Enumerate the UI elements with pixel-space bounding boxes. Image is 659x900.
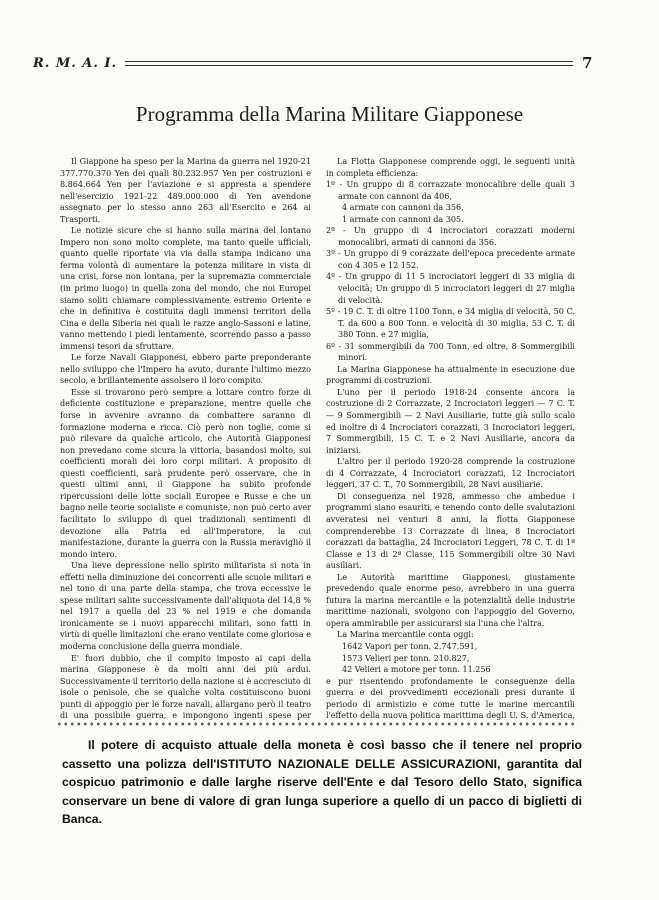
unit-item: 3º - Un gruppo di 9 corazzate dell'epoca precedente armate con 4 305 e 12 152. — [326, 249, 575, 270]
paragraph: Di conseguenza nel 1928, ammesso che ambedue i programmi siano esauriti, e tenendo conto delle svalutazioni avveratesi nei venturi 8 anni, la flotta Giapponese comprenderebbe 13 Corrazzate di linea, 8 Incrociatori corazzati da battaglia, 24 Incrociatori Leggeri, 78 C. T. di 1ª Classe e 13 di 2ª Classe, 115 Sommergibili oltre 30 Navi ausiliari. — [326, 491, 575, 571]
merchant-line: 42 Velieri a motore per tonn. 11.256 — [342, 665, 491, 675]
paragraph: Una lieve depressione nello spirito militarista si nota in effetti nella diminuzione dei concorrenti alle scuole militari e nel tono di una parte della stampa, che trova eccessive le spese militari salite successivamente dall'aliquota del 14,8 % nel 1917 a quella del 23 % nel 1919 e che domanda ironicamente se i nuovi apparecchi militari, sono fatti in virtù di quelle limitazioni che erano ventilate come gloriosa e moderna conclusione della guerra mondiale. — [60, 561, 311, 651]
paragraph: Le Autorità marittime Giapponesi, giustamente prevedendo quale enorme peso, avrebbero in una guerra futura la marina mercantile e la potenzialità delle industrie marittime nazionali, svolgono con l'appoggio del Governo, opera ammirabile per assicurarsi sia l'una che l'altra. — [326, 572, 575, 628]
advertisement-text: Il potere di acquisto attuale della moneta è così basso che il tenere nel proprio cassetto una polizza dell'ISTITUTO NAZIONALE DELLE ASSICURAZIONI, garantita dal cospicuo patrimonio e dalle larghe riserve dell'Ente e dal Tesoro dello Stato, significa conservare un bene di valore di gran lunga superiore a quello di un pacco di biglietti di Banca. — [62, 738, 582, 826]
paragraph: L'altro per il periodo 1920-28 comprende la costruzione di 4 Corrazzate, 4 Incrociatori corazzati, 12 Incrociatori leggeri, 37 C. T., 70 Sommergibili, 28 Navi ausiliarie. — [326, 457, 575, 490]
article-title: Programma della Marina Militare Giapponese — [135, 102, 524, 126]
unit-item: 1 armate con cannoni da 305. — [342, 214, 464, 224]
journal-name: R. M. A. I. — [33, 56, 118, 71]
merchant-line: 1573 Velieri per tonn. 210.827, — [342, 653, 470, 663]
unit-item: 4 armate con cannoni da 356, — [342, 203, 464, 213]
unit-item: 1º - Un gruppo di 8 corrazzate monocalibre delle quali 3 armate con cannoni da 406, — [326, 180, 575, 201]
left-column — [60, 156, 311, 720]
paragraph: e pur risentendo profondamente le conseguenze della guerra e dei provvedimenti eccezionali presi durante il periodo di armistizio e come tutte le marine mercantili l'effetto della nuova politica marittima degli U. S. d'America, — [326, 676, 575, 720]
unit-item: 2º - Un gruppo di 4 incrociatori corazzati moderni monocalibri, armati di cannoni da 356. — [326, 226, 575, 247]
paragraph: La Marina Giapponese ha attualmente in esecuzione due programmi di costruzioni. — [326, 364, 575, 386]
running-header — [33, 56, 573, 71]
paragraph: Esse si trovarono però sempre a lottare contro forze di deficiente costituzione e preparazione, mentre quelle che forse in avvenire avranno da combattere saranno di formazione moderna e ricca. Ciò però non toglie, come si può rilevare da qualche articolo, che Autorità Giapponesi non prevedano come sicura la vittoria, basandosi molto, sui coefficienti morali dei loro corpi militari. A proposito di questi coefficienti, sarà prudente però osservare, che in questi ultimi anni, il Giappone ha subito profonde ripercussioni delle lotte sociali Europee e Russe e che un bagno nelle teorie socialiste e comuniste, non può certo aver facilitato lo sviluppo di quei tradizionali sentimenti di devozione alla Patria ed all'Imperatore, la cui manifestazione, durante la guerra con la Russia meravigliò il mondo intero. — [60, 387, 311, 559]
paragraph: La Flotta Giapponese comprende oggi, le seguenti unità in completa efficienza: — [326, 157, 575, 178]
ornamental-divider — [56, 720, 578, 728]
unit-item: 6º - 31 sommergibili da 700 Tonn, ed oltre, 8 Sommergibili minori. — [326, 341, 575, 363]
page-number: 7 — [582, 54, 593, 72]
paragraph: Il Giappone ha speso per la Marina da guerra nel 1920-21 377.770.370 Yen dei quali 80.232.957 Yen per costruzioni e 8.864.664 Yen per l'aviazione e si appresta a spendere nell'esercizio 1921-22 489.000.000 di Yen avendone assegnato per lo stesso anno 263 all'Esercito e 264 ai Trasporti. — [60, 157, 311, 224]
paragraph: E' fuori dubbio, che il compito imposto ai capi della marina Giapponese è da molti anni dei più ardui. Successivamente il territorio della nazione si è accresciuto di isole o penisole, che se qualche volta costituiscono buoni punti di appoggio per le forze navali, allargano però il teatro di una possibile guerra, e impongono ingenti spese per — [60, 653, 311, 720]
paragraph: Le forze Navali Giapponesi, ebbero parte preponderante nello sviluppo che l'Impero ha avuto, durante l'ultimo mezzo secolo, e brillantemente assolsero il loro compito. — [60, 353, 311, 386]
advertisement — [62, 736, 582, 829]
paragraph: La Marina mercantile conta oggi: — [337, 630, 474, 640]
unit-item: 5º - 19 C. T. di oltre 1100 Tonn, e 34 miglia di velocità, 50 C. T. da 600 a 800 Tonn. e velocità di 30 miglia, 53 C. T. di 380 Tonn. e 27 miglia, — [326, 307, 575, 340]
header-rule — [125, 61, 573, 66]
right-column — [326, 156, 575, 720]
paragraph: L'uno per il periodo 1918-24 consente ancora la costruzione di 2 Corrazzate, 2 Incrociatori leggeri — 7 C. T. — 9 Sommergibili — 2 Navi Ausiliarie, tutte già sullo scalo ed inoltre di 4 Incrociatori corazzati, 3 Incrociatori leggeri, 7 Sommergibili, 15 C. T. e 2 Navi Ausiliarie, ancora da iniziarsi. — [326, 387, 575, 455]
paragraph: Le notizie sicure che si hanno sulla marina del lontano Impero non sono molto complete, ma tanto quelle ufficiali, quanto quelle riportate via via dalla stampa indicano una ferma volontà di aumentare la potenza militare in vista di una crisi, forse non lontana, per la supremazia commerciale (in primo luogo) in quella zona del mondo, che noi Europei siamo soliti chiamare complessivamente estremo Oriente e che in definitiva è costituita dagli immensi territori della Cina e della Siberia nei quali le razze anglo-Sassoni e latine, vanno mettendo i piedi lentamente, scorrendo passo a passo immensi tesori da sfruttare. — [60, 226, 311, 351]
unit-item: 4º - Un gruppo di 11 5 incrociatori leggeri di 33 miglia di velocità; Un gruppo di 5 incrociatori leggeri di 27 miglia di velocità. — [326, 272, 575, 305]
merchant-line: 1642 Vapori per tonn. 2.747.591, — [342, 641, 478, 651]
